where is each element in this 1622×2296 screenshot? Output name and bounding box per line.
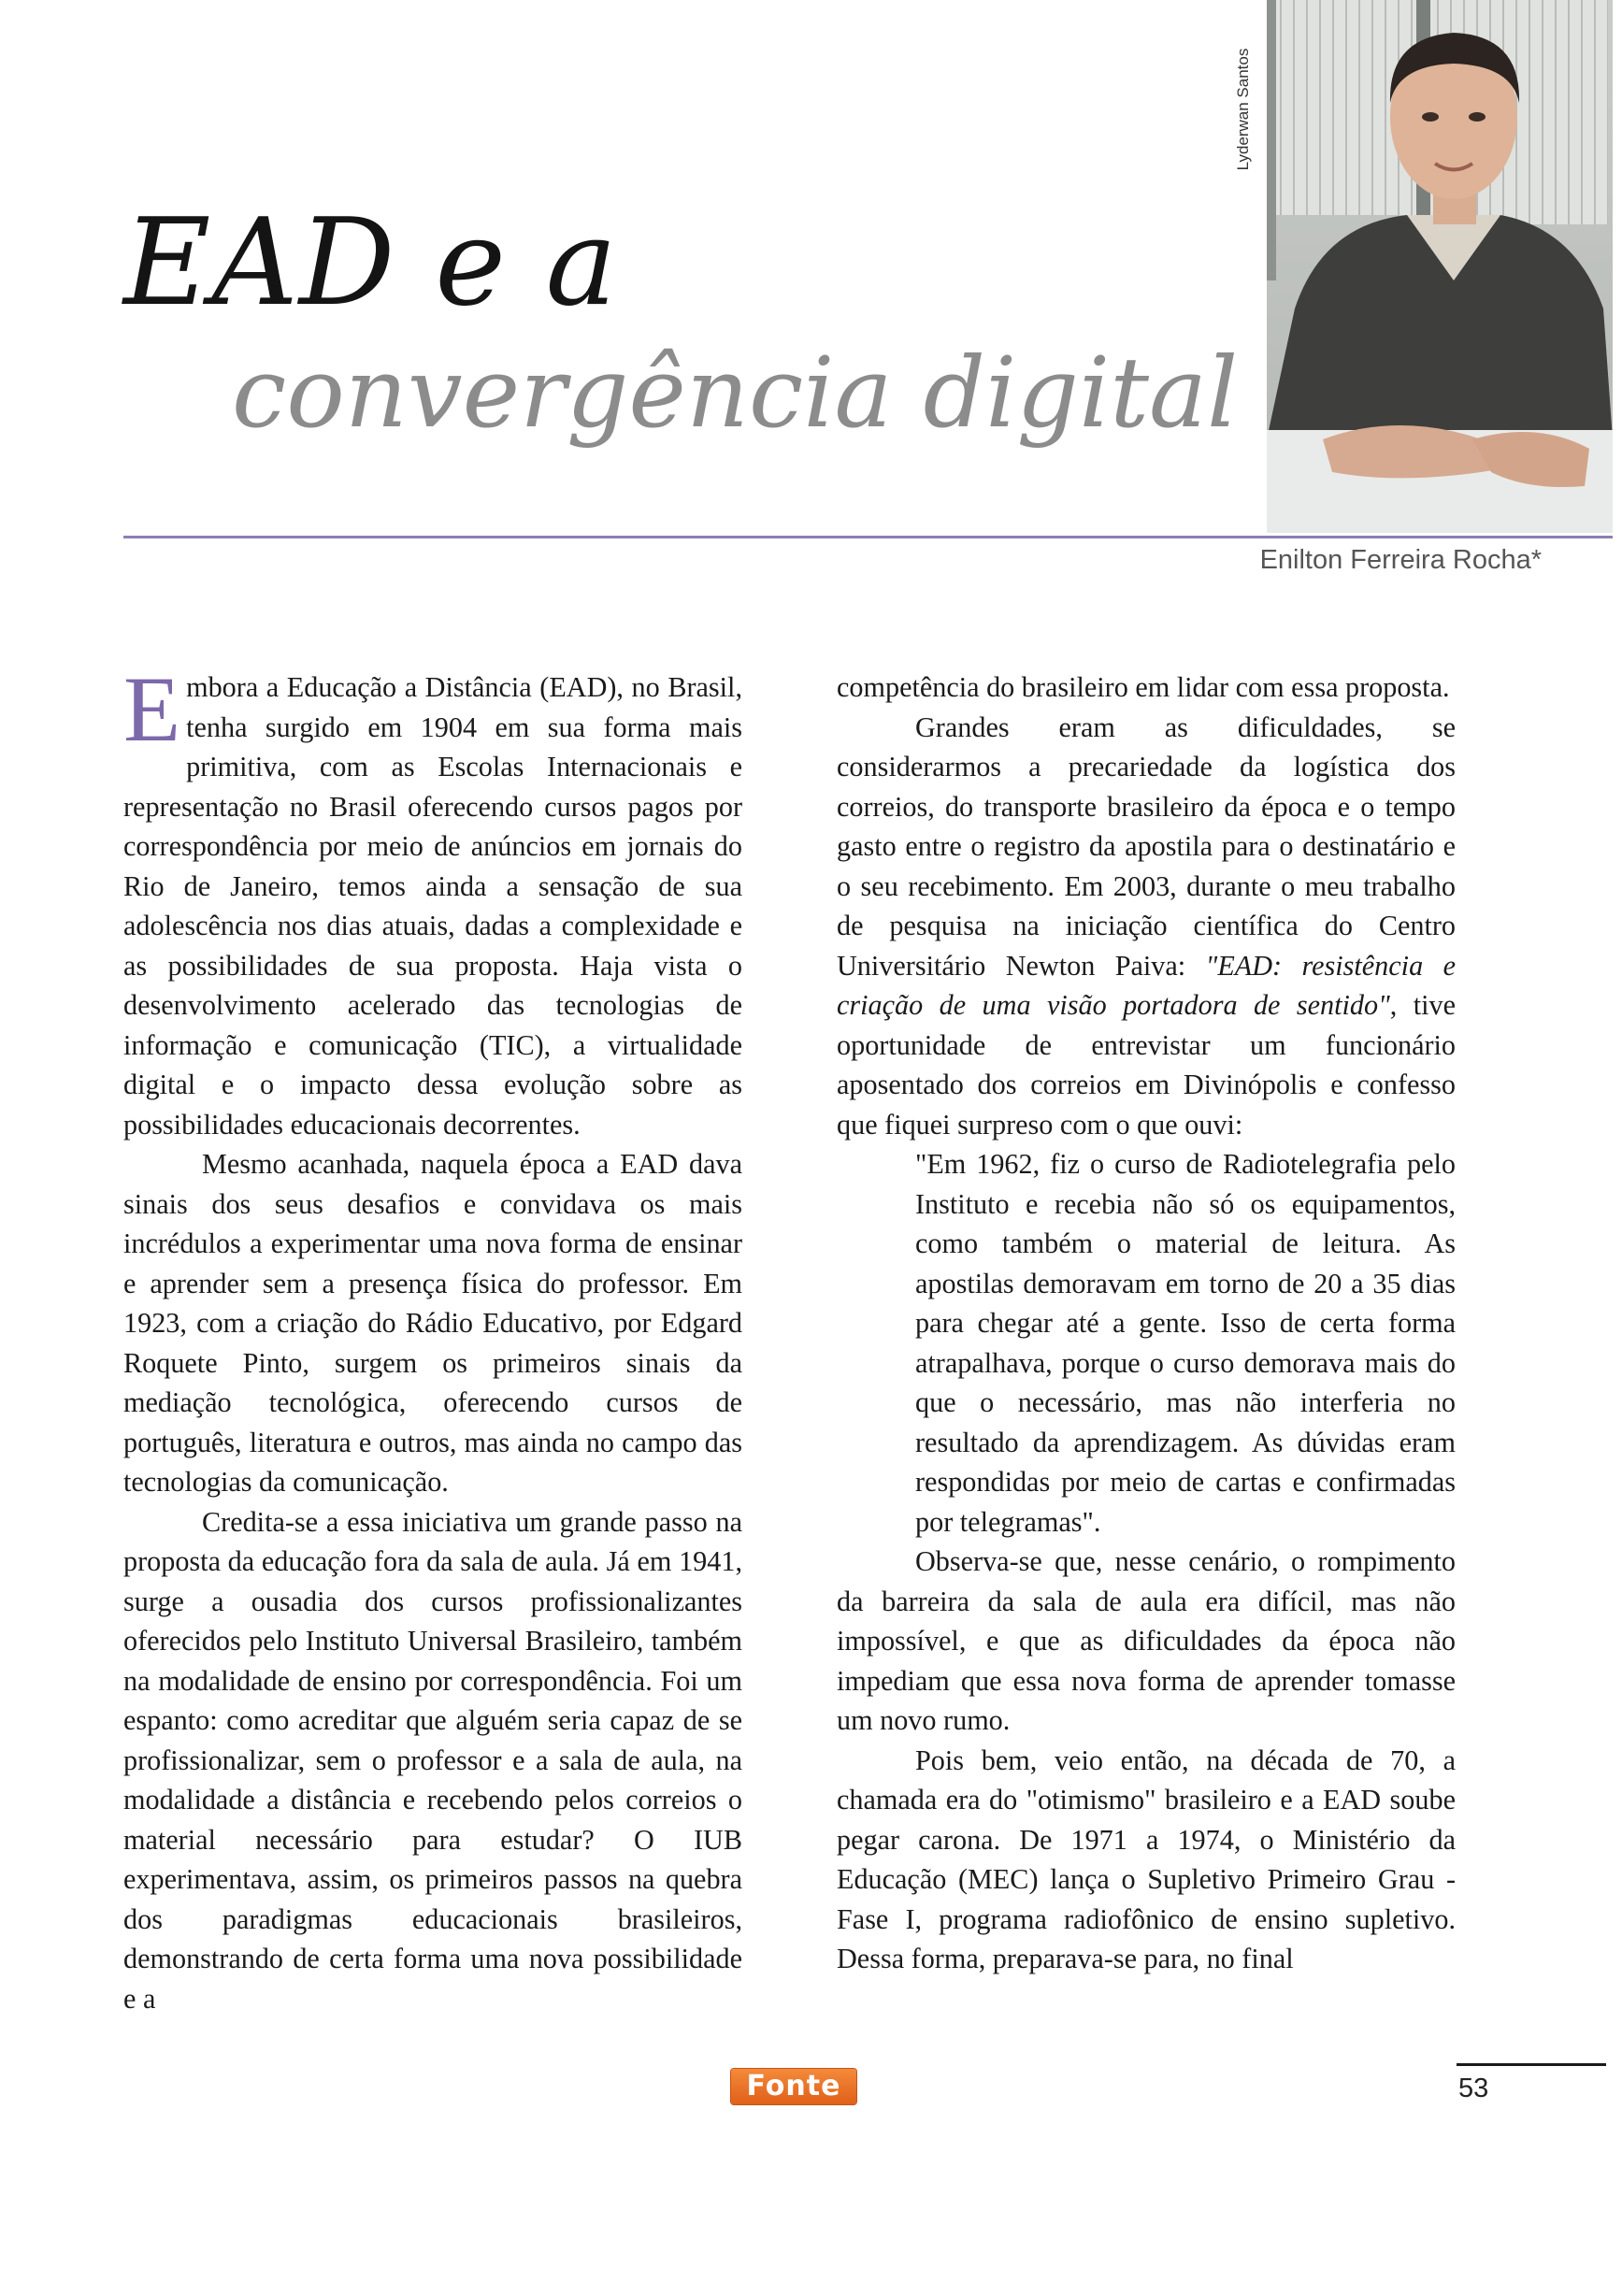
article-title-line-2: convergência digital [232, 336, 1239, 450]
paragraph: Mesmo acanhada, naquela época a EAD dava sinais dos seus desafios e convidava os mais incrédulos a experimentar uma nova forma de ensinar e aprender sem a presença física do professor. Em 1923, com a criação do Rádio Educativo, por Edgard Roquete Pinto, surgem os primeiros sinais da mediação tecnológica, oferecendo cursos de português, literatura e outros, mas ainda no campo das tecnologias da comunicação. [123, 1148, 742, 1498]
paragraph-text: mbora a Educação a Distância (EAD), no Brasil, tenha surgido em 1904 em sua forma mais primitiva, com as Escolas Internacionais e representação no Brasil oferecendo cursos pagos por correspondência por meio de anúncios em jornais do Rio de Janeiro, temos ainda a sensação de sua adolescência nos dias atuais, dadas a complexidade e as possibilidades de sua proposta. Haja vista o desenvolvimento acelerado das tecnologias de informação e comunicação (TIC), a virtualidade digital e o impacto dessa evolução sobre as possibilidades educacionais decorrentes. [123, 671, 742, 1141]
photo-credit [1227, 37, 1260, 196]
paragraph: Credita-se a essa iniciativa um grande passo na proposta da educação fora da sala de aula. Já em 1941, surge a ousadia dos cursos profissionalizantes oferecidos pelo Instituto Universal Brasileiro, também na modalidade de ensino por correspondência. Foi um espanto: como acreditar que alguém seria capaz de se profissionalizar, sem o professor e a sala de aula, na modalidade a distância e recebendo pelos correios o material necessário para estudar? O IUB experimentava, assim, os primeiros passos na quebra dos paradigmas educacionais brasileiros, demonstrando de certa forma uma nova possibilidade e a [123, 1505, 742, 2015]
block-quote: "Em 1962, fiz o curso de Radiotelegrafia pelo Instituto e recebia não só os equipamentos, como também o material de leitura. As apostilas demoravam em torno de 20 a 35 dias para chegar até a gente. Isso de certa forma atrapalhava, porque o curso demorava mais do que o necessário, mas não interferia no resultado da aprendizagem. As dúvidas eram respondidas por meio de cartas e confirmadas por telegramas". [915, 1148, 1456, 1538]
paragraph: Observa-se que, nesse cenário, o rompimento da barreira da sala de aula era difícil, mas não impossível, e que as dificuldades da época não impediam que essa nova forma de aprender tomasse um novo rumo. [837, 1545, 1456, 1736]
drop-cap: E [123, 657, 181, 761]
article-title-line-1: EAD e a [123, 194, 618, 333]
footer-divider [1457, 2063, 1606, 2066]
article-column-left [123, 657, 742, 2018]
paragraph-text: Grandes eram as dificuldades, se considerarmos a precariedade da logística dos correios, do transporte brasileiro da época e o tempo gasto entre o registro da apostila para o destinatário e o seu recebimento. Em 2003, durante o meu trabalho de pesquisa na iniciação científica do Centro Universitário Newton Paiva: [837, 710, 1456, 982]
title-divider [123, 536, 1613, 538]
author-photo [1267, 0, 1613, 533]
page-number: 53 [1458, 2074, 1489, 2103]
paragraph: competência do brasileiro em lidar com essa proposta. [837, 671, 1450, 703]
fonte-logo: Fonte [731, 2069, 856, 2104]
article-column-right [837, 667, 1456, 1979]
paragraph: Pois bem, veio então, na década de 70, a chamada era do "otimismo" brasileiro e a EAD soube pegar carona. De 1971 a 1974, o Ministério da Educação (MEC) lança o Supletivo Primeiro Grau - Fase I, programa radiofônico de ensino supletivo. Dessa forma, preparava-se para, no final [837, 1744, 1456, 1974]
author-name: Enilton Ferreira Rocha* [1259, 545, 1542, 575]
paragraph [123, 657, 742, 1144]
photo-credit-text: Lyderwan Santos [1234, 48, 1252, 171]
paragraph-text: , tive oportunidade de entrevistar um funcionário aposentado dos correios em Divinópolis e confesso que fiquei surpreso com o que ouvi: [837, 989, 1456, 1141]
paragraph [837, 708, 1456, 1145]
research-title: "EAD: resistência e criação de uma visão portadora de sentido" [837, 949, 1456, 1021]
